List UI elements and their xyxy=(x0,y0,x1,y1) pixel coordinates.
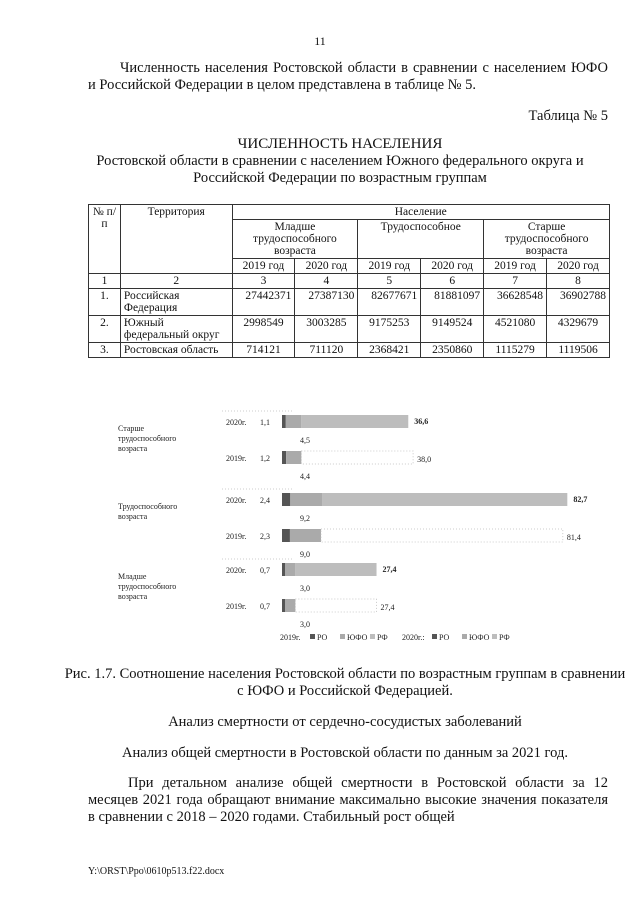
year-label: 2019г. xyxy=(226,602,247,611)
data-label-ufo: 9,0 xyxy=(300,550,310,559)
data-label-rf: 36,6 xyxy=(414,417,429,426)
table-row xyxy=(89,343,610,358)
page-number: 11 xyxy=(314,34,326,48)
bar-segment-ufo xyxy=(285,599,295,612)
row-territory: Южный федеральный округ xyxy=(120,316,232,343)
year-label: 2020г. xyxy=(226,418,247,427)
col-number: 4 xyxy=(295,274,358,289)
row-value: 36628548 xyxy=(484,289,547,316)
data-label-ufo: 4,5 xyxy=(300,436,310,445)
col-number: 6 xyxy=(421,274,484,289)
header-year: 2019 год xyxy=(232,259,295,274)
bar-segment-ro xyxy=(282,599,285,612)
group-label: трудоспособного xyxy=(118,582,177,591)
legend-item: РО xyxy=(317,633,328,642)
header-old: Старше трудоспособного возраста xyxy=(484,220,610,259)
header-num: № п/п xyxy=(89,205,121,274)
row-value: 2998549 xyxy=(232,316,295,343)
table-header-row xyxy=(89,205,610,220)
header-population: Население xyxy=(232,205,609,220)
bar-segment-rf xyxy=(295,599,376,612)
legend-item: РФ xyxy=(499,633,510,642)
data-label-ro: 0,7 xyxy=(260,602,270,611)
data-label-ro: 2,4 xyxy=(260,496,270,505)
col-number: 3 xyxy=(232,274,295,289)
bar-segment-ufo xyxy=(290,493,322,506)
table-colnum-row xyxy=(89,274,610,289)
data-label-rf: 82,7 xyxy=(573,495,588,504)
file-path-footer: Y:\ORST\Ppo\0610p513.f22.docx xyxy=(88,866,225,877)
bar-segment-ro xyxy=(282,493,290,506)
row-value: 714121 xyxy=(232,343,295,358)
data-label-ro: 2,3 xyxy=(260,532,270,541)
row-value: 27442371 xyxy=(232,289,295,316)
row-value: 3003285 xyxy=(295,316,358,343)
group-label: трудоспособного xyxy=(118,434,177,443)
legend-swatch xyxy=(370,634,375,639)
header-year: 2019 год xyxy=(484,259,547,274)
row-num: 3. xyxy=(89,343,121,358)
bar-segment-rf xyxy=(295,563,376,576)
table-title xyxy=(60,136,620,187)
col-number: 7 xyxy=(484,274,547,289)
bar-segment-rf xyxy=(301,415,408,428)
data-label-ro: 1,1 xyxy=(260,418,270,427)
row-value: 711120 xyxy=(295,343,358,358)
data-label-ufo: 3,0 xyxy=(300,584,310,593)
legend-swatch xyxy=(432,634,437,639)
year-label: 2020г. xyxy=(226,496,247,505)
table-title-sub: Ростовской области в сравнении с населением Южного федерального округа и Российской Федерации по возрастным группам xyxy=(96,153,584,186)
bar-segment-rf xyxy=(321,529,563,542)
data-label-ufo: 9,2 xyxy=(300,514,310,523)
bar-segment-ro xyxy=(282,415,286,428)
bar-segment-ufo xyxy=(286,415,302,428)
row-value: 9149524 xyxy=(421,316,484,343)
row-value: 1115279 xyxy=(484,343,547,358)
header-year: 2020 год xyxy=(547,259,610,274)
data-label-rf: 27,4 xyxy=(382,565,397,574)
row-value: 9175253 xyxy=(358,316,421,343)
data-label-rf: 38,0 xyxy=(417,455,432,464)
bar-segment-ro xyxy=(282,529,290,542)
bar-segment-ufo xyxy=(285,563,295,576)
legend-swatch xyxy=(462,634,467,639)
row-value: 4521080 xyxy=(484,316,547,343)
population-table xyxy=(88,204,610,358)
group-label: Старше xyxy=(118,424,145,433)
data-label-rf: 81,4 xyxy=(566,533,581,542)
row-territory: Российская Федерация xyxy=(120,289,232,316)
table-title-main: ЧИСЛЕННОСТЬ НАСЕЛЕНИЯ xyxy=(237,136,443,152)
group-label: возраста xyxy=(118,444,148,453)
header-year: 2020 год xyxy=(295,259,358,274)
body-paragraph: При детальном анализе общей смертности в Ростовской области за 12 месяцев 2021 года обращают внимание максимально высокие значения показателя в сравнении с 2018 – 2020 годами. Стабильный рост общей xyxy=(88,775,608,825)
header-young: Младше трудоспособного возраста xyxy=(232,220,358,259)
bar-segment-ro xyxy=(282,563,285,576)
row-value: 1119506 xyxy=(547,343,610,358)
legend-swatch xyxy=(310,634,315,639)
group-label: возраста xyxy=(118,512,148,521)
header-year: 2019 год xyxy=(358,259,421,274)
legend-year: 2020г.: xyxy=(402,633,425,642)
row-territory: Ростовская область xyxy=(120,343,232,358)
bar-segment-ufo xyxy=(290,529,321,542)
legend-item: РФ xyxy=(377,633,388,642)
row-value: 82677671 xyxy=(358,289,421,316)
header-working: Трудоспособное xyxy=(358,220,484,259)
bar-segment-ufo xyxy=(286,451,301,464)
section-heading: Анализ смертности от сердечно-сосудистых заболеваний xyxy=(168,714,522,730)
data-label-rf: 27,4 xyxy=(380,603,395,612)
subsection-heading: Анализ общей смертности в Ростовской области по данным за 2021 год. xyxy=(122,745,568,761)
legend-item: ЮФО xyxy=(347,633,368,642)
row-num: 1. xyxy=(89,289,121,316)
table-row xyxy=(89,289,610,316)
table-label: Таблица № 5 xyxy=(528,108,608,124)
group-label: Трудоспособного xyxy=(118,502,178,511)
legend-item: РО xyxy=(439,633,450,642)
col-number: 2 xyxy=(120,274,232,289)
intro-paragraph: Численность населения Ростовской области в сравнении с населением ЮФО и Российской Федерации в целом представлена в таблице № 5. xyxy=(88,60,608,93)
bar-segment-rf xyxy=(301,451,413,464)
group-label: Младше xyxy=(118,572,147,581)
header-territory: Территория xyxy=(120,205,232,274)
data-label-ufo: 4,4 xyxy=(300,472,310,481)
legend-item: ЮФО xyxy=(469,633,490,642)
row-value: 36902788 xyxy=(547,289,610,316)
legend-year: 2019г. xyxy=(280,633,301,642)
table-row xyxy=(89,316,610,343)
population-chart xyxy=(110,405,590,650)
legend-swatch xyxy=(492,634,497,639)
col-number: 5 xyxy=(358,274,421,289)
figure-caption: Рис. 1.7. Соотношение населения Ростовской области по возрастным группам в сравнении с ЮФО и Российской Федерацией. xyxy=(64,666,626,699)
row-value: 81881097 xyxy=(421,289,484,316)
row-value: 4329679 xyxy=(547,316,610,343)
group-label: возраста xyxy=(118,592,148,601)
col-number: 1 xyxy=(89,274,121,289)
year-label: 2019г. xyxy=(226,532,247,541)
legend-swatch xyxy=(340,634,345,639)
row-value: 27387130 xyxy=(295,289,358,316)
col-number: 8 xyxy=(547,274,610,289)
year-label: 2020г. xyxy=(226,566,247,575)
year-label: 2019г. xyxy=(226,454,247,463)
data-label-ro: 0,7 xyxy=(260,566,270,575)
data-label-ro: 1,2 xyxy=(260,454,270,463)
row-value: 2368421 xyxy=(358,343,421,358)
header-year: 2020 год xyxy=(421,259,484,274)
row-value: 2350860 xyxy=(421,343,484,358)
data-label-ufo: 3,0 xyxy=(300,620,310,629)
row-num: 2. xyxy=(89,316,121,343)
bar-segment-ro xyxy=(282,451,286,464)
bar-segment-rf xyxy=(322,493,567,506)
